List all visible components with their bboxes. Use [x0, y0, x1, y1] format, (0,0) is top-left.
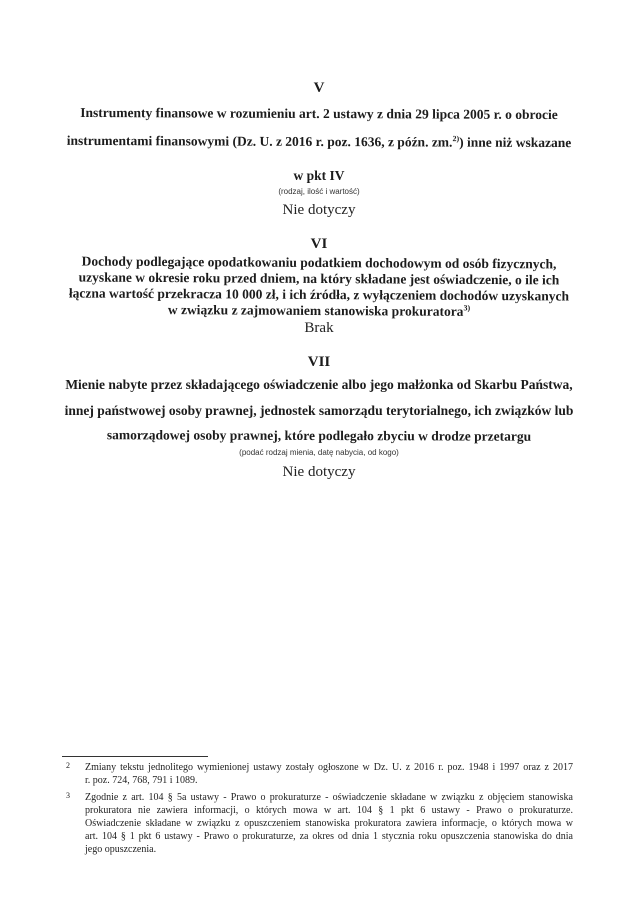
section-vi-line-3: łączna wartość przekracza 10 000 zł, i ich źródła, z wyłączeniem dochodów uzyskanych: [68, 285, 570, 304]
footnote-ref-2: 2): [452, 134, 460, 144]
section-v-line-3: w pkt IV: [293, 168, 345, 183]
section-v-line-2-tail: ) inne niż wskazane: [459, 134, 572, 151]
section-vi-line-1: Dochody podlegające opodatkowaniu podatkiem dochodowym od osób fizycznych,: [81, 253, 557, 272]
footnote-2-number: 2: [66, 761, 70, 770]
section-vi-line-2: uzyskane w okresie roku przed dniem, na który składane jest oświadczenie, o ile ich: [78, 269, 560, 288]
section-vii-line-2: innej państwowej osoby prawnej, jednostek samorządu terytorialnego, ich związków lub: [64, 403, 574, 418]
footnote-3-line-4: art. 104 § 1 pkt 6 ustawy - Prawo o prokuraturze, za okres od dnia 1 stycznia roku opuszczenia stanowiska do dnia: [85, 831, 573, 842]
section-vii-line-1: Mienie nabyte przez składającego oświadczenie albo jego małżonka od Skarbu Państwa,: [65, 377, 573, 392]
footnote-3-number: 3: [66, 791, 70, 800]
footnote-2-line-1: Zmiany tekstu jednolitego wymienionej ustawy zostały ogłoszone w Dz. U. z 2016 r. poz. 1948 i 1997 oraz z 2017: [85, 762, 573, 773]
section-v-hint: (rodzaj, ilość i wartość): [278, 187, 360, 196]
section-vii-numeral: VII: [307, 354, 331, 370]
footnote-2-line-2: r. poz. 724, 768, 791 i 1089.: [85, 775, 198, 786]
section-v-answer: Nie dotyczy: [282, 202, 356, 218]
footnote-3-line-3: Oświadczenie składane w związku z opuszczeniem stanowiska prokuratora zawiera informacje, o których mowa w: [85, 818, 573, 829]
section-vii-answer: Nie dotyczy: [282, 464, 356, 480]
section-vi-answer: Brak: [304, 320, 334, 336]
section-vi-numeral: VI: [310, 236, 328, 252]
section-v-line-2: [0, 133, 638, 152]
section-v-line-1: Instrumenty finansowe w rozumieniu art. 2 ustawy z dnia 29 lipca 2005 r. o obrocie: [80, 104, 558, 123]
section-v-numeral: V: [313, 80, 325, 96]
section-vii-line-3: samorządowej osoby prawnej, które podlegało zbyciu w drodze przetargu: [106, 427, 532, 444]
section-vi-line-4-text: w związku z zajmowaniem stanowiska prokuratora: [167, 302, 464, 319]
footnote-3-line-5: jego opuszczenia.: [85, 844, 157, 855]
footnote-3-line-1: Zgodnie z art. 104 § 5a ustawy - Prawo o prokuraturze - oświadczenie składane w związku z objęciem stanowiska: [85, 792, 573, 803]
footnote-3-line-2: prokuratora nie zawiera informacji, o których mowa w art. 104 § 1 pkt 6 ustawy - Prawo o prokuraturze.: [85, 805, 573, 816]
section-vii-hint: (podać rodzaj mienia, datę nabycia, od kogo): [239, 448, 399, 457]
footnote-ref-3: 3): [463, 303, 471, 313]
footnote-separator: [62, 756, 208, 757]
section-v-line-2-text: instrumentami finansowymi (Dz. U. z 2016 r. poz. 1636, z późn. zm.: [66, 132, 453, 150]
section-vi-line-4: [0, 301, 638, 321]
